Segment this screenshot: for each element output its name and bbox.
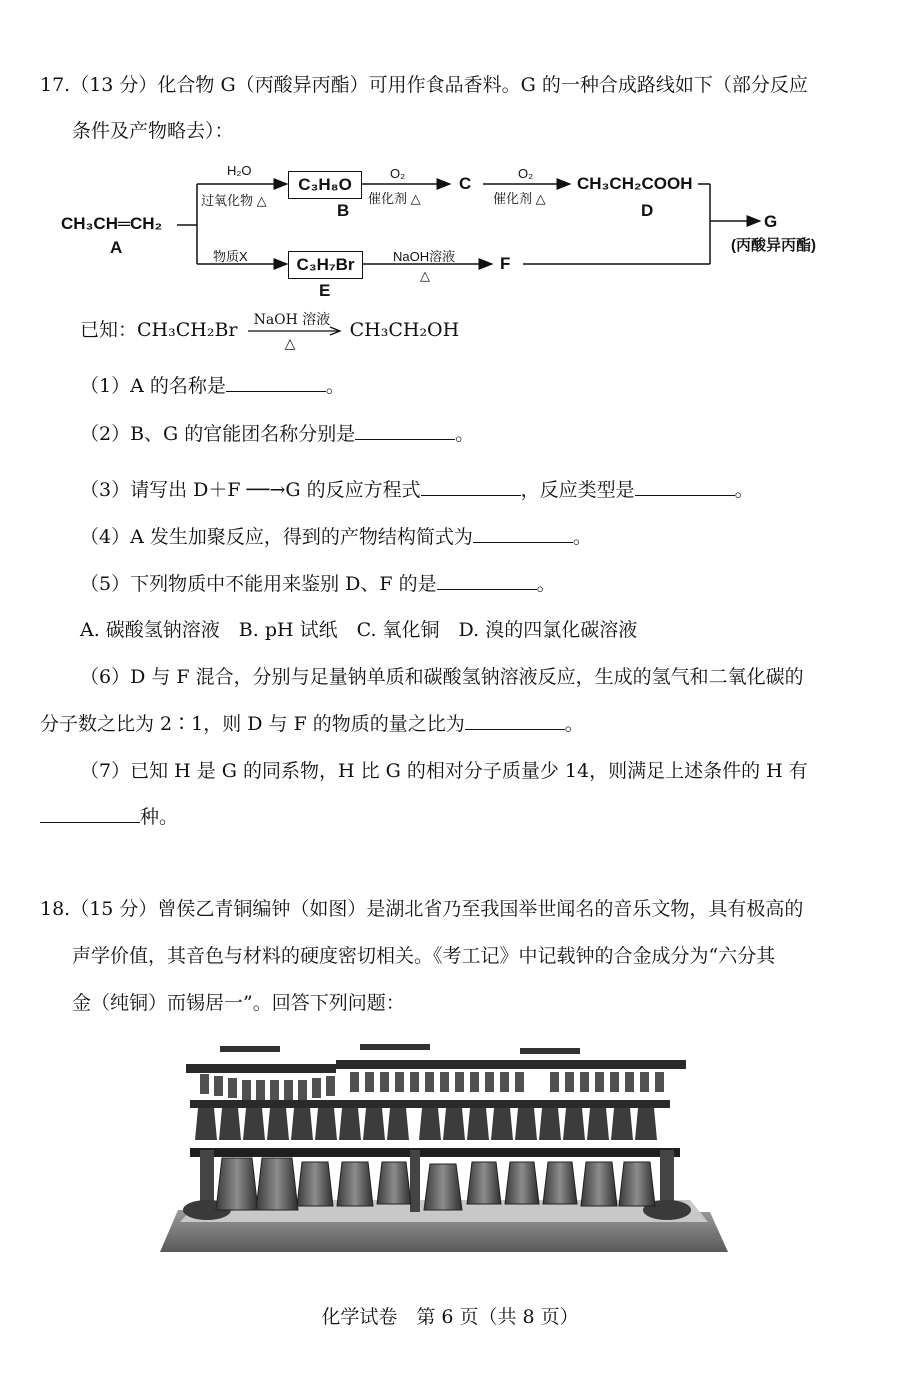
q17-part4 bbox=[80, 524, 592, 550]
q17-part6-line2 bbox=[40, 711, 584, 737]
q18-line2: 声学价值，其音色与材料的硬度密切相关。《考工记》中记载钟的合金成分为“六分其 bbox=[72, 945, 776, 967]
q17-part4-end: 。 bbox=[572, 526, 592, 548]
page-footer: 化学试卷 第 6 页（共 8 页） bbox=[321, 1306, 579, 1328]
reagent-peroxide: 过氧化物 △ bbox=[201, 193, 267, 208]
reagent-catalyst-2: 催化剂 △ bbox=[493, 191, 546, 206]
q17-part3-text: （3）请写出 D＋F ──→G 的反应方程式 bbox=[80, 479, 421, 501]
q17-part6-text: 分子数之比为 2∶1，则 D 与 F 的物质的量之比为 bbox=[40, 713, 465, 735]
known-left: CH₃CH₂Br bbox=[137, 319, 238, 341]
known-cond-above: NaOH 溶液 bbox=[253, 312, 331, 328]
q17-part5-text: （5）下列物质中不能用来鉴别 D、F 的是 bbox=[80, 573, 437, 595]
answer-blank-3a[interactable] bbox=[421, 477, 521, 496]
compound-g: G bbox=[764, 212, 778, 231]
q18-line1: 18.（15 分）曾侯乙青铜编钟（如图）是湖北省乃至我国举世闻名的音乐文物，具有极高的 bbox=[40, 898, 804, 920]
q17-part5-end: 。 bbox=[536, 573, 556, 595]
compound-d-label: D bbox=[641, 201, 654, 220]
q17-part1-end: 。 bbox=[325, 375, 345, 397]
q17-part2-end: 。 bbox=[455, 423, 475, 445]
synthesis-scheme bbox=[55, 160, 855, 310]
q17-part1 bbox=[80, 373, 345, 399]
q17-part3-text-b: ，反应类型是 bbox=[520, 479, 635, 501]
compound-e-label: E bbox=[319, 281, 331, 300]
q17-line1: 17.（13 分）化合物 G（丙酸异丙酯）可用作食品香料。G 的一种合成路线如下（部分反应 bbox=[40, 74, 808, 96]
q17-part7-line1: （7）已知 H 是 G 的同系物，H 比 G 的相对分子质量少 14，则满足上述条件的 H 有 bbox=[80, 760, 808, 782]
reagent-o2-1: O₂ bbox=[390, 166, 406, 181]
compound-a-label: A bbox=[110, 238, 123, 257]
known-prefix: 已知： bbox=[80, 319, 138, 341]
answer-blank-7[interactable] bbox=[40, 804, 140, 823]
q17-part5-options: A. 碳酸氢钠溶液 B. pH 试纸 C. 氧化铜 D. 溴的四氯化碳溶液 bbox=[80, 619, 638, 641]
q17-part1-text: （1）A 的名称是 bbox=[80, 375, 226, 397]
answer-blank-3b[interactable] bbox=[635, 477, 735, 496]
q17-part2 bbox=[80, 421, 474, 447]
bells-illustration bbox=[160, 1040, 728, 1252]
q17-part5 bbox=[80, 571, 556, 597]
compound-e-box: C₃H₇Br bbox=[288, 251, 363, 279]
answer-blank-5[interactable] bbox=[437, 571, 537, 590]
answer-blank-2[interactable] bbox=[355, 421, 455, 440]
reagent-naoh: NaOH溶液 bbox=[393, 249, 456, 264]
compound-b-box: C₃H₈O bbox=[288, 171, 362, 199]
q17-line2: 条件及产物略去）： bbox=[72, 120, 234, 142]
compound-g-name: (丙酸异丙酯) bbox=[731, 237, 816, 254]
q17-part2-text: （2）B、G 的官能团名称分别是 bbox=[80, 423, 356, 445]
q17-part3 bbox=[80, 477, 754, 503]
answer-blank-6[interactable] bbox=[465, 711, 565, 730]
q17-part6-line1: （6）D 与 F 混合，分别与足量钠单质和碳酸氢钠溶液反应，生成的氢气和二氧化碳的 bbox=[80, 666, 804, 688]
q17-part4-text: （4）A 发生加聚反应，得到的产物结构简式为 bbox=[80, 526, 473, 548]
reagent-o2-2: O₂ bbox=[518, 166, 534, 181]
q18-line3: 金（纯铜）而锡居一”。回答下列问题： bbox=[72, 992, 405, 1014]
answer-blank-4[interactable] bbox=[473, 524, 573, 543]
known-right: CH₃CH₂OH bbox=[349, 319, 460, 341]
compound-c: C bbox=[459, 174, 472, 193]
compound-d-formula: CH₃CH₂COOH bbox=[577, 174, 693, 193]
q17-part7-line2 bbox=[40, 804, 178, 830]
known-cond-below: △ bbox=[284, 336, 296, 352]
reagent-heat: △ bbox=[420, 268, 430, 283]
bronze-bells-photo bbox=[160, 1040, 728, 1252]
known-arrow bbox=[244, 312, 344, 352]
q17-part3-end: 。 bbox=[734, 479, 754, 501]
reagent-h2o: H₂O bbox=[227, 163, 252, 178]
reagent-catalyst-1: 催化剂 △ bbox=[368, 191, 421, 206]
compound-a-formula: CH₃CH═CH₂ bbox=[61, 214, 163, 233]
compound-b-label: B bbox=[337, 201, 350, 220]
known-reaction bbox=[80, 312, 460, 352]
reagent-x: 物质X bbox=[213, 249, 248, 264]
q17-part7-end: 种。 bbox=[140, 806, 179, 828]
compound-f: F bbox=[500, 254, 511, 273]
answer-blank-1[interactable] bbox=[226, 373, 326, 392]
q17-part6-end: 。 bbox=[564, 713, 584, 735]
